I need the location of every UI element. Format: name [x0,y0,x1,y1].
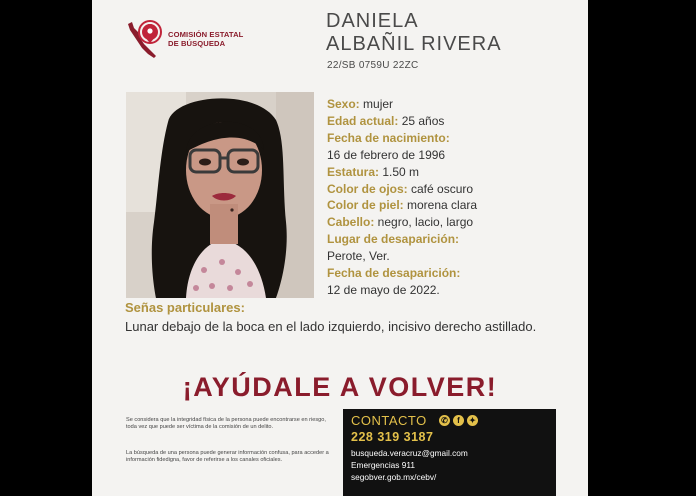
detail-estatura [327,164,577,181]
senas-text: Lunar debajo de la boca en el lado izquierdo, incisivo derecho astillado. [125,319,537,334]
contact-box [343,409,556,496]
call-to-action: ¡AYÚDALE A VOLVER! [182,372,498,402]
contact-emergency: Emergencias 911 [351,460,415,470]
detail-label: Fecha de nacimiento: [327,130,450,145]
person-photo [126,92,314,298]
contact-title: CONTACTO [351,413,427,428]
missing-person-poster [92,0,588,496]
detail-label: Edad actual: [327,113,399,128]
name-line1: DANIELA [326,10,419,32]
detail-sexo [327,96,577,113]
footnote-risk: Se considera que la integridad física de la persona puede encontrarse en riesgo, toda vez que puede ser víctima de la comisión de un delito. [126,417,326,431]
detail-edad [327,113,577,130]
detail-value: 16 de febrero de 1996 [327,147,446,162]
detail-value: negro, lacio, largo [374,215,474,230]
footnote-official: La búsqueda de una persona puede generar información confusa, para acceder a información fidedigna, favor de referirse a los canales oficiales. [126,450,329,464]
contact-website[interactable]: segobver.gob.mx/cebv/ [351,472,437,482]
senas-title: Señas particulares: [125,300,245,315]
twitter-icon[interactable]: ✦ [467,415,478,426]
whatsapp-icon[interactable]: ✆ [439,415,450,426]
detail-value: 12 de mayo de 2022. [327,282,440,297]
detail-label: Cabello: [327,215,375,230]
person-details [327,96,577,299]
person-name [326,10,502,56]
detail-label: Estatura: [327,164,380,179]
detail-value: morena clara [403,198,478,213]
detail-label: Fecha de desaparición: [327,266,461,281]
detail-value: Perote, Ver. [327,249,390,264]
detail-piel [327,197,577,214]
social-icons [439,415,478,426]
detail-value: 25 años [398,113,445,128]
case-code: 22/SB 0759U 22ZC [327,60,419,71]
detail-label: Sexo: [327,97,360,111]
detail-ojos [327,181,577,198]
detail-label: Color de piel: [327,198,404,213]
detail-value: mujer [359,97,394,111]
detail-label: Lugar de desaparición: [327,232,460,247]
location-pin-icon [126,18,170,62]
logo-line1: COMISIÓN ESTATAL [168,30,244,39]
detail-cabello [327,214,577,231]
detail-value: 1.50 m [379,164,420,179]
detail-value: café oscuro [407,181,474,196]
contact-phone[interactable]: 228 319 3187 [351,430,434,444]
detail-label: Color de ojos: [327,181,408,196]
facebook-icon[interactable]: f [453,415,464,426]
name-line2: ALBAÑIL RIVERA [326,33,502,55]
commission-logo [126,14,276,68]
logo-text [168,30,243,48]
contact-email[interactable]: busqueda.veracruz@gmail.com [351,448,468,458]
logo-line2: DE BÚSQUEDA [168,39,226,48]
